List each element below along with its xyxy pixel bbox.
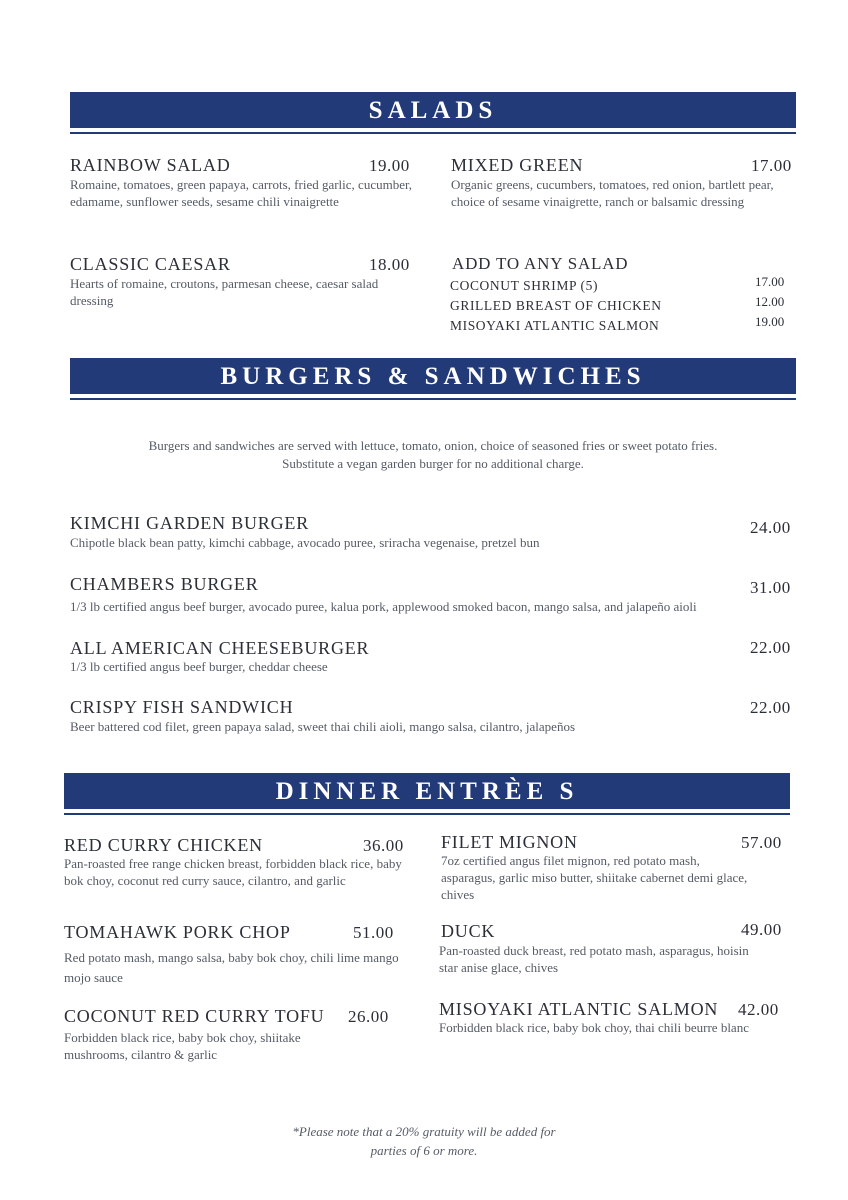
burgers-divider: [70, 398, 796, 400]
gratuity-note-line: parties of 6 or more.: [370, 1143, 478, 1158]
fish-sandwich-name: CRISPY FISH SANDWICH: [70, 697, 294, 717]
addon-item-price: 17.00: [755, 274, 785, 289]
burgers-note-line: Burgers and sandwiches are served with lettuce, tomato, onion, choice of seasoned fries or sweet potato fries.: [148, 438, 718, 453]
cheeseburger-desc: 1/3 lb certified angus beef burger, cheddar cheese: [70, 659, 328, 674]
gratuity-note: [214, 1122, 634, 1160]
burgers-note: [70, 437, 796, 473]
coconut-tofu-desc: Forbidden black rice, baby bok choy, shiitake mushrooms, cilantro & garlic: [64, 1030, 301, 1062]
rainbow-salad-price: 19.00: [369, 156, 410, 175]
add-to-salad-title: ADD TO ANY SALAD: [452, 254, 629, 273]
cheeseburger-price: 22.00: [750, 638, 791, 657]
tomahawk-pork-desc: Red potato mash, mango salsa, baby bok choy, chili lime mango mojo sauce: [64, 950, 399, 985]
filet-mignon-name: FILET MIGNON: [441, 832, 578, 852]
coconut-tofu-name: COCONUT RED CURRY TOFU: [64, 1006, 325, 1026]
gratuity-note-line: *Please note that a 20% gratuity will be added for: [292, 1124, 556, 1139]
mixed-green-name: MIXED GREEN: [451, 155, 584, 175]
chambers-burger-desc: 1/3 lb certified angus beef burger, avocado puree, kalua pork, applewood smoked bacon, mango salsa, and jalapeño aioli: [70, 599, 697, 614]
burgers-title: BURGERS & SANDWICHES: [220, 363, 646, 390]
chambers-burger-price: 31.00: [750, 578, 791, 597]
addon-item-name: GRILLED BREAST OF CHICKEN: [450, 298, 662, 313]
duck-desc: Pan-roasted duck breast, red potato mash, asparagus, hoisin star anise glace, chives: [439, 943, 749, 975]
filet-mignon-desc: 7oz certified angus filet mignon, red potato mash, asparagus, garlic miso butter, shiitake cabernet demi glace, chives: [441, 853, 748, 902]
kimchi-burger-price: 24.00: [750, 518, 791, 537]
coconut-tofu-price: 26.00: [348, 1007, 389, 1026]
red-curry-chicken-price: 36.00: [363, 836, 404, 855]
salads-banner: [70, 92, 796, 128]
rainbow-salad-desc: Romaine, tomatoes, green papaya, carrots, fried garlic, cucumber, edamame, sunflower seeds, sesame chili vinaigrette: [70, 177, 413, 209]
burgers-banner: [70, 358, 796, 394]
red-curry-chicken-name: RED CURRY CHICKEN: [64, 835, 263, 855]
addon-item-price: 12.00: [755, 294, 785, 309]
addon-item-price: 19.00: [755, 314, 785, 329]
tomahawk-pork-price: 51.00: [353, 923, 394, 942]
filet-mignon-price: 57.00: [741, 833, 782, 852]
kimchi-burger-desc: Chipotle black bean patty, kimchi cabbage, avocado puree, sriracha vegenaise, pretzel bun: [70, 535, 540, 550]
entrees-divider: [64, 813, 790, 815]
classic-caesar-desc: Hearts of romaine, croutons, parmesan cheese, caesar salad dressing: [70, 276, 379, 308]
burgers-note-line: Substitute a vegan garden burger for no additional charge.: [282, 456, 584, 471]
addon-item-name: COCONUT SHRIMP (5): [450, 278, 599, 293]
salads-title: SALADS: [368, 97, 498, 124]
rainbow-salad-name: RAINBOW SALAD: [70, 155, 231, 175]
red-curry-chicken-desc: Pan-roasted free range chicken breast, forbidden black rice, baby bok choy, coconut red curry sauce, cilantro, and garlic: [64, 856, 402, 888]
tomahawk-pork-name: TOMAHAWK PORK CHOP: [64, 922, 291, 942]
classic-caesar-name: CLASSIC CAESAR: [70, 254, 231, 274]
duck-price: 49.00: [741, 920, 782, 939]
chambers-burger-name: CHAMBERS BURGER: [70, 574, 259, 594]
duck-name: DUCK: [441, 921, 496, 941]
mixed-green-price: 17.00: [751, 156, 792, 175]
misoyaki-salmon-name: MISOYAKI ATLANTIC SALMON: [439, 999, 719, 1019]
salads-divider: [70, 132, 796, 134]
addon-item-name: MISOYAKI ATLANTIC SALMON: [450, 318, 660, 333]
mixed-green-desc: Organic greens, cucumbers, tomatoes, red onion, bartlett pear, choice of sesame vinaigrette, ranch or balsamic dressing: [451, 177, 774, 209]
classic-caesar-price: 18.00: [369, 255, 410, 274]
entrees-banner: [64, 773, 790, 809]
fish-sandwich-price: 22.00: [750, 698, 791, 717]
cheeseburger-name: ALL AMERICAN CHEESEBURGER: [70, 638, 370, 658]
misoyaki-salmon-price: 42.00: [738, 1000, 779, 1019]
fish-sandwich-desc: Beer battered cod filet, green papaya salad, sweet thai chili aioli, mango salsa, cilantro, jalapeños: [70, 719, 576, 734]
entrees-title: DINNER ENTRÈE S: [275, 778, 579, 805]
kimchi-burger-name: KIMCHI GARDEN BURGER: [70, 513, 310, 533]
misoyaki-salmon-desc: Forbidden black rice, baby bok choy, thai chili beurre blanc: [439, 1020, 749, 1035]
